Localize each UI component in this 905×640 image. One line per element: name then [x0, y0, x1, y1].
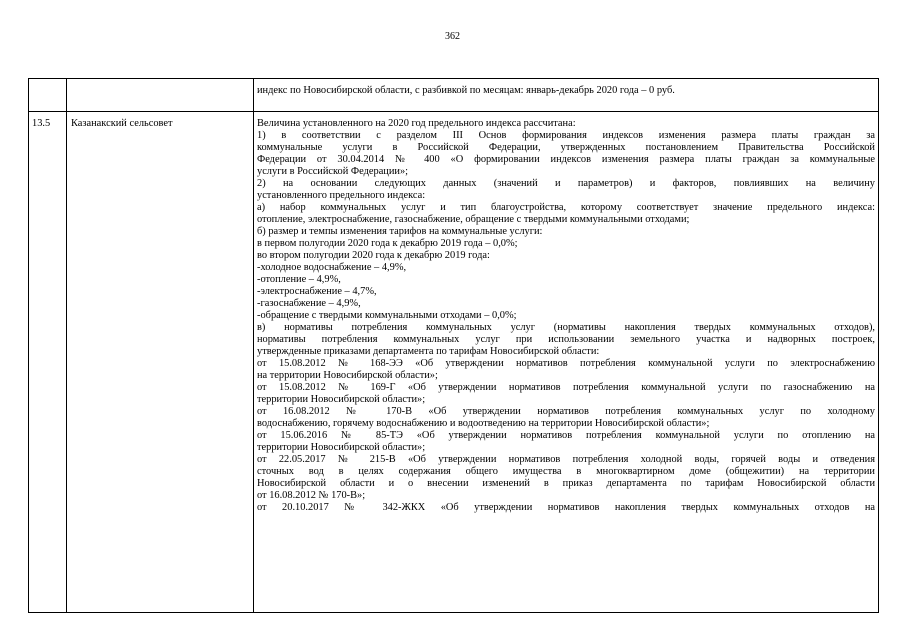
description-line: отопление, электроснабжение, газоснабжение, обращение с твердыми коммунальными отходами; [257, 214, 690, 225]
description-line: от 20.10.2017 № 342-ЖКХ «Об утверждении нормативов накопления твердых коммунальных отходов на [257, 502, 875, 513]
table-row-previous [29, 79, 879, 112]
description-line: во втором полугодии 2020 года к декабрю 2019 года: [257, 250, 490, 261]
description-line: от 16.08.2012 № 170-В»; [257, 490, 366, 501]
description-line: сточных вод в целях содержания общего имущества в многоквартирном доме (общежитии) на территории [257, 466, 875, 477]
row-name: Казанакский сельсовет [71, 118, 173, 129]
row-description [254, 112, 878, 606]
description-line: установленного предельного индекса: [257, 190, 426, 201]
description-line: утвержденные приказами департамента по тарифам Новосибирской области: [257, 346, 600, 357]
description-line: от 15.08.2012 № 168-ЭЭ «Об утверждении нормативов потребления коммунальной услуги по электроснабжению [257, 358, 875, 369]
description-line: в) нормативы потребления коммунальных услуг (нормативы накопления твердых коммунальных отходов), [257, 322, 875, 333]
page-number: 362 [445, 31, 460, 42]
row-number-cell [29, 112, 67, 613]
description-line: территории Новосибирской области»; [257, 442, 426, 453]
description-line: территории Новосибирской области»; [257, 394, 426, 405]
row-description-cell [254, 112, 879, 613]
document-table [28, 78, 879, 613]
description-line: на территории Новосибирской области»; [257, 370, 438, 381]
prev-number-cell [29, 79, 67, 112]
description-line: -газоснабжение – 4,9%, [257, 298, 361, 309]
description-line: коммунальные услуги в Российской Федерации, утвержденных постановлением Правительства Российской [257, 142, 875, 153]
description-line: нормативы потребления коммунальных услуг при использовании земельного участка и надворных построек, [257, 334, 875, 345]
description-line: услуги в Российской Федерации»; [257, 166, 409, 177]
row-name-cell [67, 112, 254, 613]
description-line: Величина установленного на 2020 год предельного индекса рассчитана: [257, 118, 576, 129]
table-row [29, 112, 879, 613]
description-line: 2) на основании следующих данных (значений и параметров) и факторов, повлиявших на величину [257, 178, 875, 189]
description-line: от 16.08.2012 № 170-В «Об утверждении нормативов потребления коммунальных услуг по холодному [257, 406, 875, 417]
description-line: водоснабжению, горячему водоснабжению и водоотведению на территории Новосибирской области»; [257, 418, 710, 429]
description-line: -холодное водоснабжение – 4,9%, [257, 262, 407, 273]
description-line: Федерации от 30.04.2014 № 400 «О формировании индексов изменения размера платы граждан за коммунальные [257, 154, 875, 165]
prev-description-cell: индекс по Новосибирской области, с разбивкой по месяцам: январь-декабрь 2020 года – 0 руб. [254, 79, 879, 112]
description-line: от 15.06.2016 № 85-ТЭ «Об утверждении нормативов потребления коммунальной услуги по отоплению на [257, 430, 875, 441]
description-line: а) набор коммунальных услуг и тип благоустройства, которому соответствует значение предельного индекса: [257, 202, 875, 213]
description-line: от 22.05.2017 № 215-В «Об утверждении нормативов потребления холодной воды, горячей воды и отведения [257, 454, 875, 465]
description-line: б) размер и темпы изменения тарифов на коммунальные услуги: [257, 226, 543, 237]
description-line: -обращение с твердыми коммунальными отходами – 0,0%; [257, 310, 517, 321]
description-line: от 15.08.2012 № 169-Г «Об утверждении нормативов потребления коммунальной услуги по газоснабжению на [257, 382, 875, 393]
prev-name-cell [67, 79, 254, 112]
description-line: -отопление – 4,9%, [257, 274, 341, 285]
description-line: -электроснабжение – 4,7%, [257, 286, 377, 297]
description-line: в первом полугодии 2020 года к декабрю 2019 года – 0,0%; [257, 238, 518, 249]
row-number: 13.5 [32, 118, 51, 129]
description-line: 1) в соответствии с разделом III Основ формирования индексов изменения размера платы граждан за [257, 130, 875, 141]
description-line: Новосибирской области и о внесении изменений в приказ департамента по тарифам Новосибирской области [257, 478, 875, 489]
